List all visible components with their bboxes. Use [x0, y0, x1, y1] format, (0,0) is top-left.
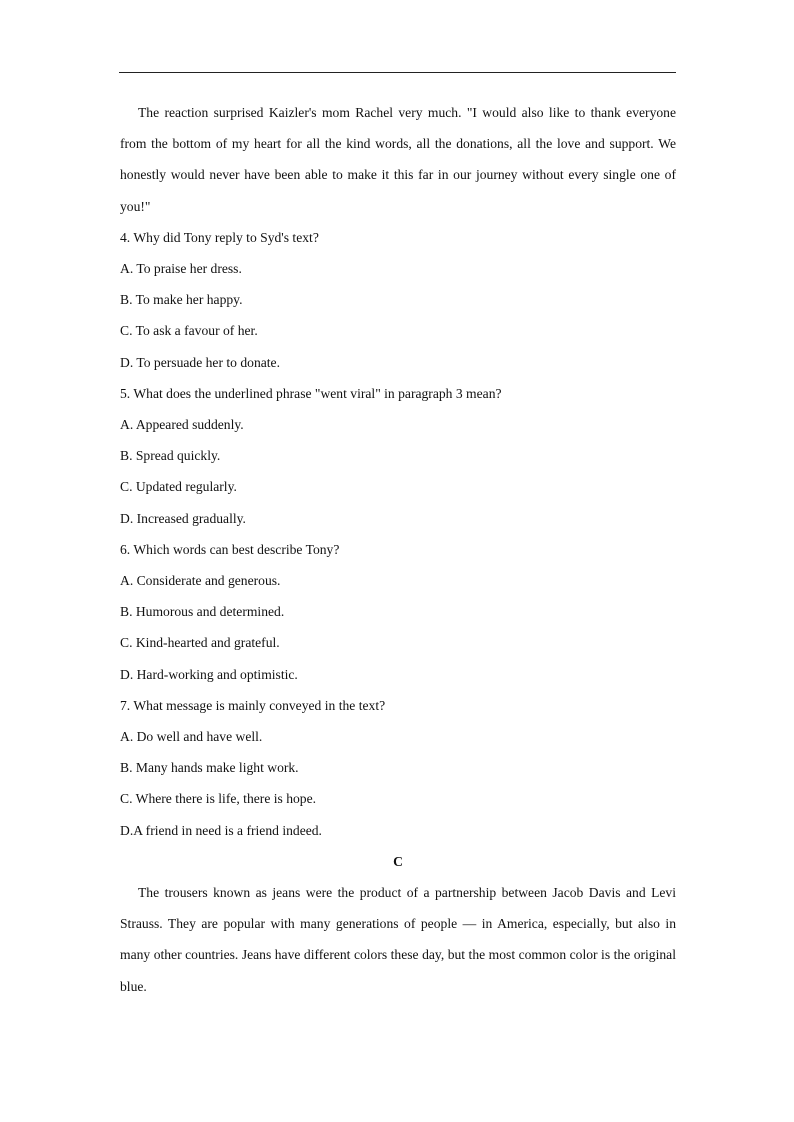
question-6-option-b: B. Humorous and determined.	[120, 604, 285, 620]
question-4-stem: 4. Why did Tony reply to Syd's text?	[120, 229, 319, 245]
question-4-option-c: C. To ask a favour of her.	[120, 323, 258, 339]
question-7-stem: 7. What message is mainly conveyed in the text?	[120, 697, 386, 713]
header-rule	[119, 72, 676, 73]
question-7-option-c: C. Where there is life, there is hope.	[120, 791, 317, 807]
question-5-option-d: D. Increased gradually.	[120, 510, 246, 526]
question-4-option-a: A. To praise her dress.	[120, 261, 242, 277]
question-6-stem: 6. Which words can best describe Tony?	[120, 541, 340, 557]
question-7-option-b: B. Many hands make light work.	[120, 760, 299, 776]
question-7-option-a: A. Do well and have well.	[120, 729, 263, 745]
section-c-paragraph: The trousers known as jeans were the product of a partnership between Jacob Davis and Levi Strauss. They are popular with many generations of people — in America, especially, but also in many other countries. Jeans have different colors these day, but the most common color is the original blue.	[120, 885, 676, 994]
question-6-option-a: A. Considerate and generous.	[120, 573, 281, 589]
question-4	[120, 222, 676, 378]
passage-b-last-paragraph: The reaction surprised Kaizler's mom Rachel very much. "I would also like to thank everyone from the bottom of my heart for all the kind words, all the donations, all the love and support. We honestly would never have been able to make it this far in our journey without every single one of you!"	[120, 105, 676, 214]
question-5-stem: 5. What does the underlined phrase "went viral" in paragraph 3 mean?	[120, 385, 502, 401]
question-4-option-d: D. To persuade her to donate.	[120, 354, 280, 370]
question-5-option-c: C. Updated regularly.	[120, 479, 237, 495]
question-5-option-b: B. Spread quickly.	[120, 448, 221, 464]
question-5	[120, 378, 676, 534]
question-6	[120, 534, 676, 690]
question-7-option-d: D.A friend in need is a friend indeed.	[120, 822, 322, 838]
page-content	[120, 97, 676, 1002]
section-c-heading: C	[393, 853, 403, 869]
question-5-option-a: A. Appeared suddenly.	[120, 417, 244, 433]
question-7	[120, 690, 676, 846]
question-6-option-d: D. Hard-working and optimistic.	[120, 666, 298, 682]
question-6-option-c: C. Kind-hearted and grateful.	[120, 635, 280, 651]
question-4-option-b: B. To make her happy.	[120, 292, 243, 308]
